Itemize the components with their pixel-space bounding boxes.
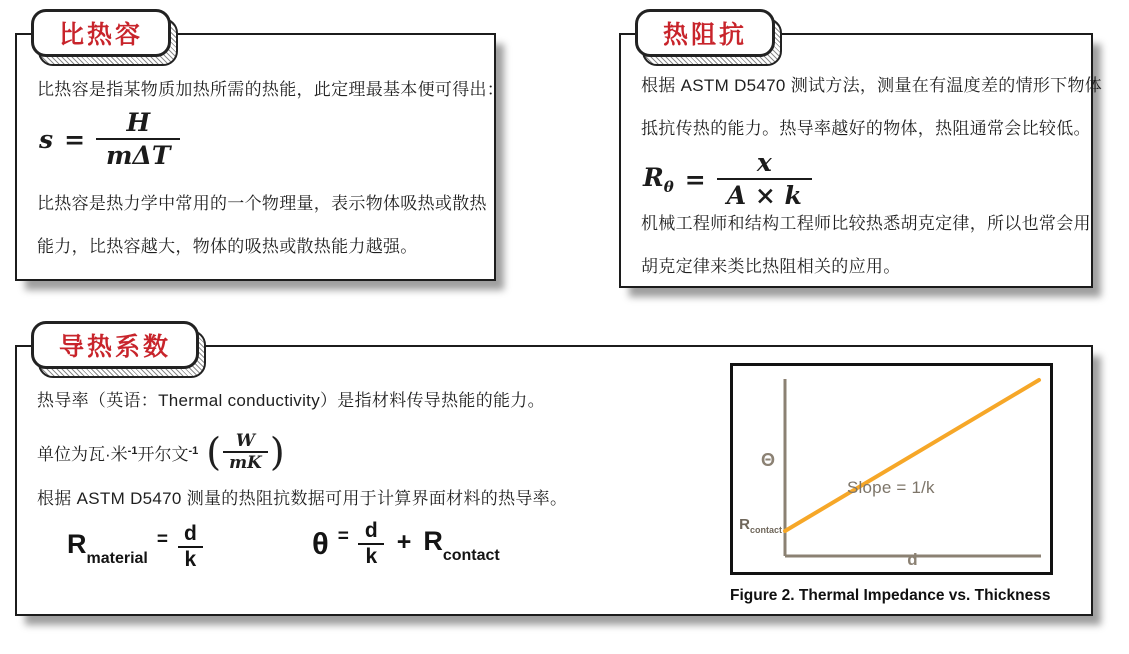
formula-lhs: $R_\theta$ bbox=[643, 163, 674, 196]
intro-line-1: 根据 ASTM D5470 测试方法，测量在有温度差的情形下物体 bbox=[641, 76, 1103, 95]
card-title-tab-specific-heat bbox=[31, 9, 171, 57]
units-fraction-numerator: W bbox=[235, 430, 255, 451]
y-axis-label: Θ bbox=[761, 450, 776, 470]
intro-line-2: 抵抗传热的能力。热导率越好的物体，热阻通常会比较低。 bbox=[641, 119, 1091, 138]
slope-annotation: Slope = 1/k bbox=[847, 478, 935, 497]
intro-text bbox=[641, 64, 1102, 150]
card-thermal-conductivity bbox=[15, 333, 1093, 616]
body-text bbox=[641, 202, 1091, 288]
units-text bbox=[37, 430, 287, 474]
formula-fraction bbox=[358, 519, 385, 569]
astm-text: 根据 ASTM D5470 测量的热阻抗数据可用于计算界面材料的热导率。 bbox=[37, 489, 568, 508]
units-superscript-1: -1 bbox=[127, 445, 138, 457]
card-title-tab-thermal-impedance bbox=[635, 9, 775, 57]
formula-r-material bbox=[67, 522, 204, 572]
impedance-line bbox=[785, 380, 1039, 531]
fraction-numerator: x bbox=[756, 148, 772, 177]
body-line-2: 胡克定律来类比热阻相关的应用。 bbox=[641, 257, 901, 276]
open-paren: ( bbox=[206, 430, 222, 474]
intercept-subscript: contact bbox=[749, 525, 782, 535]
card-title: 热阻抗 bbox=[663, 21, 748, 49]
units-fraction bbox=[223, 431, 268, 474]
units-mid: 开尔文 bbox=[137, 444, 189, 464]
intro-text: 比热容是指某物质加热所需的热能，此定理最基本便可得出： bbox=[37, 80, 505, 99]
fraction-numerator: H bbox=[126, 108, 151, 137]
fraction-numerator: d bbox=[183, 522, 197, 545]
definition-text: 热导率（英语：Thermal conductivity）是指材料传导热能的能力。 bbox=[37, 391, 545, 410]
formula-equals: = bbox=[64, 125, 86, 154]
body-line-2: 能力，比热容越大，物体的吸热或散热能力越强。 bbox=[37, 237, 418, 256]
formula-fraction bbox=[177, 522, 204, 572]
fraction-denominator: mΔT bbox=[96, 138, 180, 171]
card-title: 比热容 bbox=[59, 21, 144, 49]
formula-lhs: θ bbox=[312, 526, 329, 562]
x-axis-label: d bbox=[907, 550, 918, 569]
thermal-impedance-chart bbox=[730, 363, 1053, 575]
units-superscript-2: -1 bbox=[188, 445, 199, 457]
fraction-denominator: k bbox=[178, 546, 204, 572]
fraction-denominator: A × k bbox=[717, 178, 812, 211]
formula-fraction bbox=[96, 108, 180, 171]
formula-equals: = bbox=[684, 165, 706, 194]
body-text bbox=[37, 182, 487, 268]
figure-caption: Figure 2. Thermal Impedance vs. Thickness bbox=[730, 587, 1051, 604]
formula-specific-heat bbox=[39, 108, 180, 171]
formula-rhs: $R_{contact}$ bbox=[423, 526, 500, 564]
formula-plus: + bbox=[396, 527, 412, 556]
body-line-1: 比热容是热力学中常用的一个物理量，表示物体吸热或散热 bbox=[37, 194, 487, 213]
formula-lhs-subscript: material bbox=[86, 549, 148, 567]
card-title: 导热系数 bbox=[59, 333, 172, 361]
intercept-label: $R_{contact}$ bbox=[739, 516, 782, 535]
fraction-numerator: d bbox=[364, 519, 378, 542]
formula-equals: = bbox=[156, 529, 168, 551]
body-line-1: 机械工程师和结构工程师比较热悉胡克定律，所以也常会用 bbox=[641, 214, 1091, 233]
formula-rhs-subscript: contact bbox=[442, 546, 500, 564]
card-specific-heat bbox=[15, 21, 505, 281]
formula-lhs: s bbox=[39, 125, 54, 154]
close-paren: ) bbox=[269, 430, 285, 474]
formula-lhs: $R_{material}$ bbox=[67, 529, 148, 567]
formula-lhs-subscript: θ bbox=[663, 178, 674, 196]
units-prefix: 单位为瓦·米 bbox=[37, 444, 128, 464]
chart-canvas bbox=[733, 366, 1050, 572]
fraction-denominator: k bbox=[358, 543, 384, 569]
formula-theta bbox=[312, 519, 500, 569]
units-fraction-denominator: mK bbox=[223, 451, 268, 473]
formula-equals: = bbox=[337, 526, 349, 548]
card-title-tab-thermal-conductivity bbox=[31, 321, 199, 369]
card-thermal-impedance bbox=[619, 21, 1103, 288]
